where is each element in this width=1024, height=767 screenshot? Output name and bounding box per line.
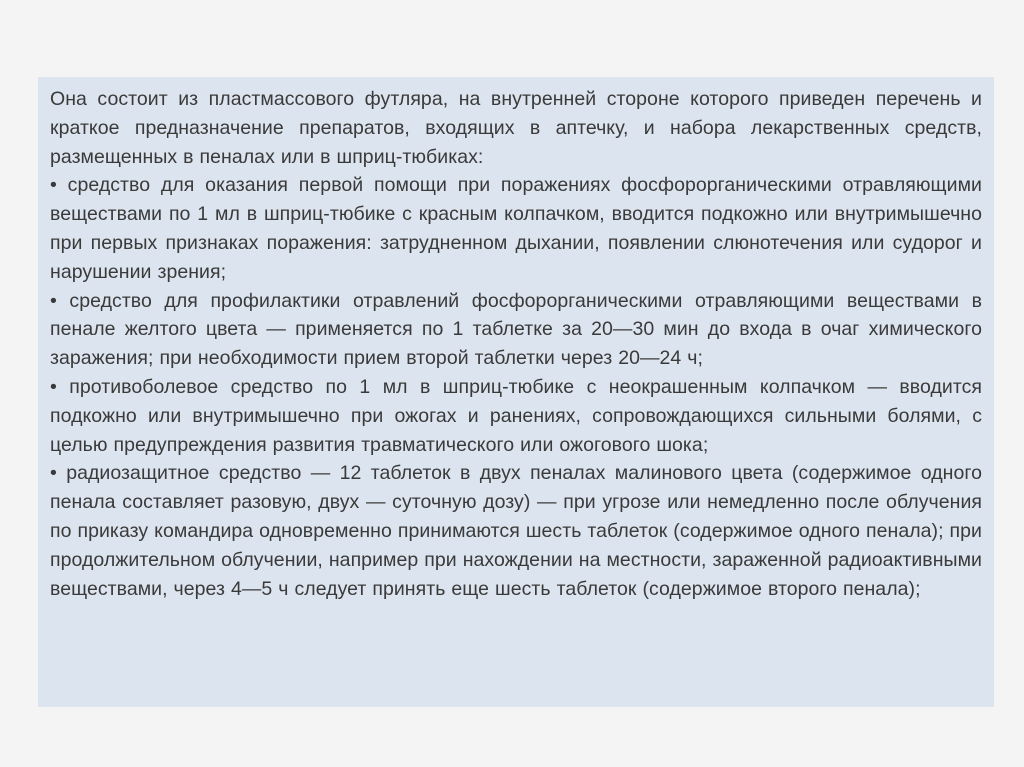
intro-paragraph: Она состоит из пластмассового футляра, на внутренней стороне которого приведен перечень и краткое предназначение препаратов, входящих в аптечку, и набора лекарственных средств, размещенных в пеналах или в шприц-тюбиках:: [50, 88, 982, 168]
bullet-paragraph-analgesic: • противоболевое средство по 1 мл в шприц-тюбике с неокрашенным колпачком — вводится подкожно или внутримышечно при ожогах и ранениях, сопровождающихся сильными болями, с целью предупреждения развития травматического или ожогового шока;: [50, 375, 982, 456]
slide-text-box: [38, 77, 994, 707]
bullet-paragraph-radioprotective: • радиозащитное средство — 12 таблеток в двух пеналах малинового цвета (содержимое одного пенала составляет разовую, двух — суточную дозу) — при угрозе или немедленно после облучения по приказу командира одновременно принимаются шесть таблеток (содержимое одного пенала); при продолжительном облучении, например при нахождении на местности, зараженной радиоактивными веществами, через 4—5 ч следует принять еще шесть таблеток (содержимое второго пенала);: [50, 462, 982, 600]
bullet-paragraph-first-aid: • средство для оказания первой помощи при поражениях фосфорорганическими отравляющими веществами по 1 мл в шприц-тюбике с красным колпачком, вводится подкожно или внутримышечно при первых признаках поражения: затрудненном дыхании, появлении слюнотечения или судорог и нарушении зрения;: [50, 174, 982, 283]
bullet-paragraph-prophylaxis: • средство для профилактики отравлений фосфорорганическими отравляющими веществами в пенале желтого цвета — применяется по 1 таблетке за 20—30 мин до входа в очаг химического заражения; при необходимости прием второй таблетки через 20—24 ч;: [50, 289, 982, 370]
